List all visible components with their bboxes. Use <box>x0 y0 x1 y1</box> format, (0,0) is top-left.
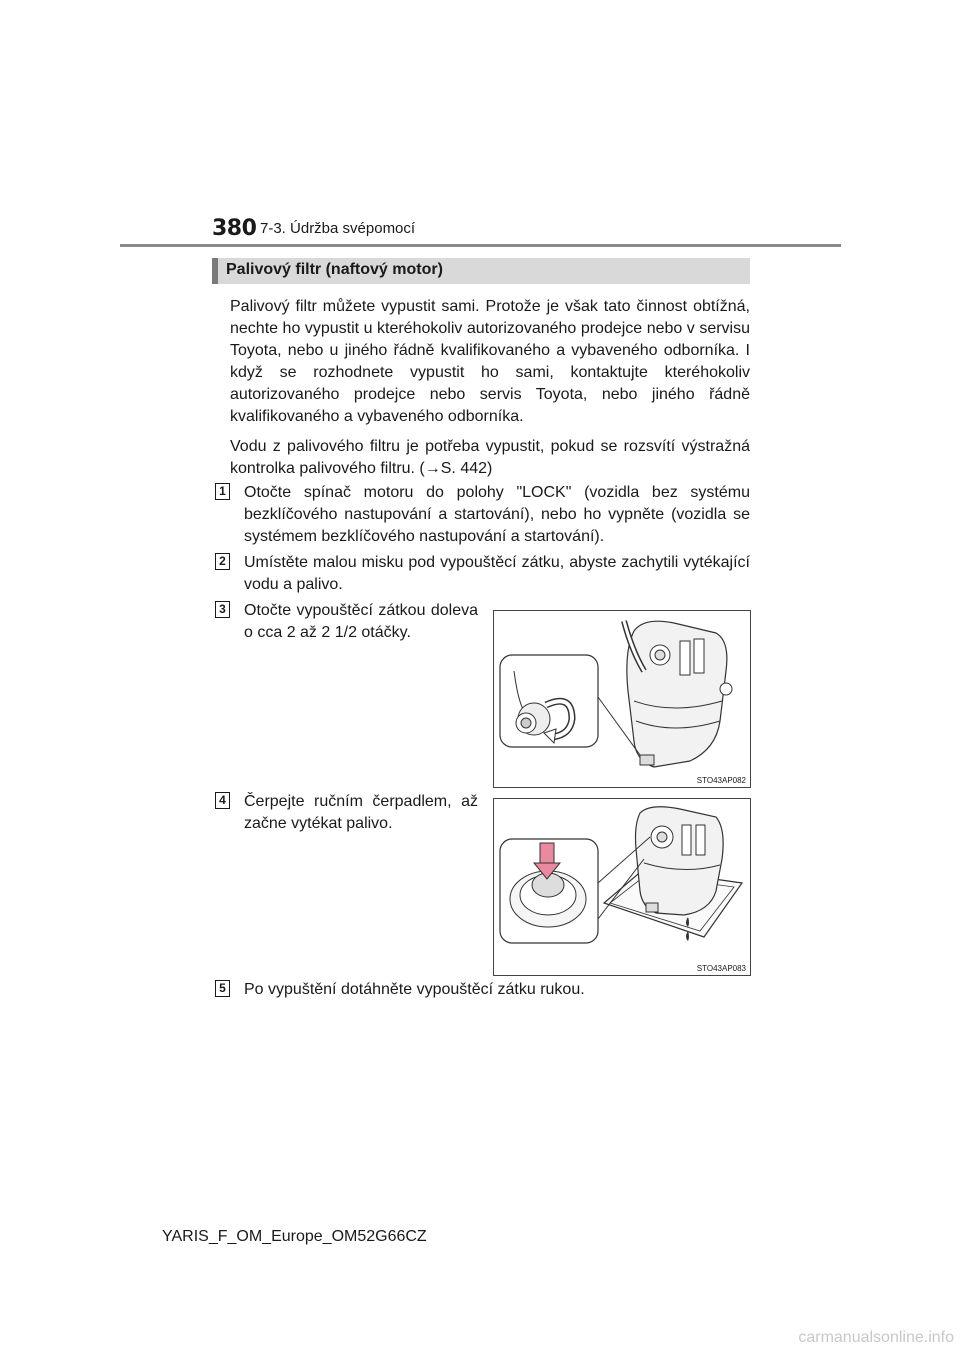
step-text: Otočte vypouštěcí zátkou doleva o cca 2 až 2 1/2 otáčky. <box>244 602 478 641</box>
heading-title: Palivový filtr (naftový motor) <box>226 261 443 278</box>
drain-plug-illustration <box>494 611 750 787</box>
step-number: 1 <box>215 483 230 500</box>
step-number: 2 <box>215 553 230 570</box>
drain-plug-figure <box>493 610 751 788</box>
heading-bar <box>212 258 750 284</box>
heading-accent <box>212 258 218 284</box>
figure-code: STO43AP082 <box>696 776 746 785</box>
step-text: Po vypuštění dotáhněte vypouštěcí zátku rukou. <box>244 981 585 998</box>
section-title: 7-3. Údržba svépomocí <box>260 220 416 237</box>
header-rule <box>120 244 841 247</box>
watermark: carmanualsonline.info <box>798 1329 954 1346</box>
step-number: 5 <box>215 980 230 997</box>
step-text: Čerpejte ručním čerpadlem, až začne vytékat palivo. <box>244 793 478 832</box>
step-text: Otočte spínač motoru do polohy "LOCK" (vozidla bez systému bezklíčového nastupování a startování), nebo ho vypněte (vozidla se systémem bezklíčového nastupování a startování). <box>244 484 750 545</box>
step-number: 4 <box>215 792 230 809</box>
page-number: 380 <box>212 216 257 241</box>
hand-pump-figure <box>493 798 751 976</box>
document-code: YARIS_F_OM_Europe_OM52G66CZ <box>162 1228 427 1245</box>
hand-pump-illustration <box>494 799 750 975</box>
step-number: 3 <box>215 601 230 618</box>
intro-paragraph: Palivový filtr můžete vypustit sami. Protože je však tato činnost obtížná, nechte ho vypustit u kteréhokoliv autorizovaného prodejce nebo v servisu Toyota, nebo u jiného řádně kvalifikovaného a vybaveného odborníka. I když se rozhodnete vypustit ho sami, kontaktujte kteréhokoliv autorizovaného prodejce nebo servis Toyota, nebo jiného řádně kvalifikovaného a vybaveného odborníka. <box>230 298 750 425</box>
figure-code: STO43AP083 <box>696 964 746 973</box>
step-text: Umístěte malou misku pod vypouštěcí zátku, abyste zachytili vytékající vodu a palivo. <box>244 554 750 593</box>
drain-paragraph: Vodu z palivového filtru je potřeba vypustit, pokud se rozsvítí výstražná kontrolka palivového filtru. (→S. 442) <box>230 438 750 477</box>
